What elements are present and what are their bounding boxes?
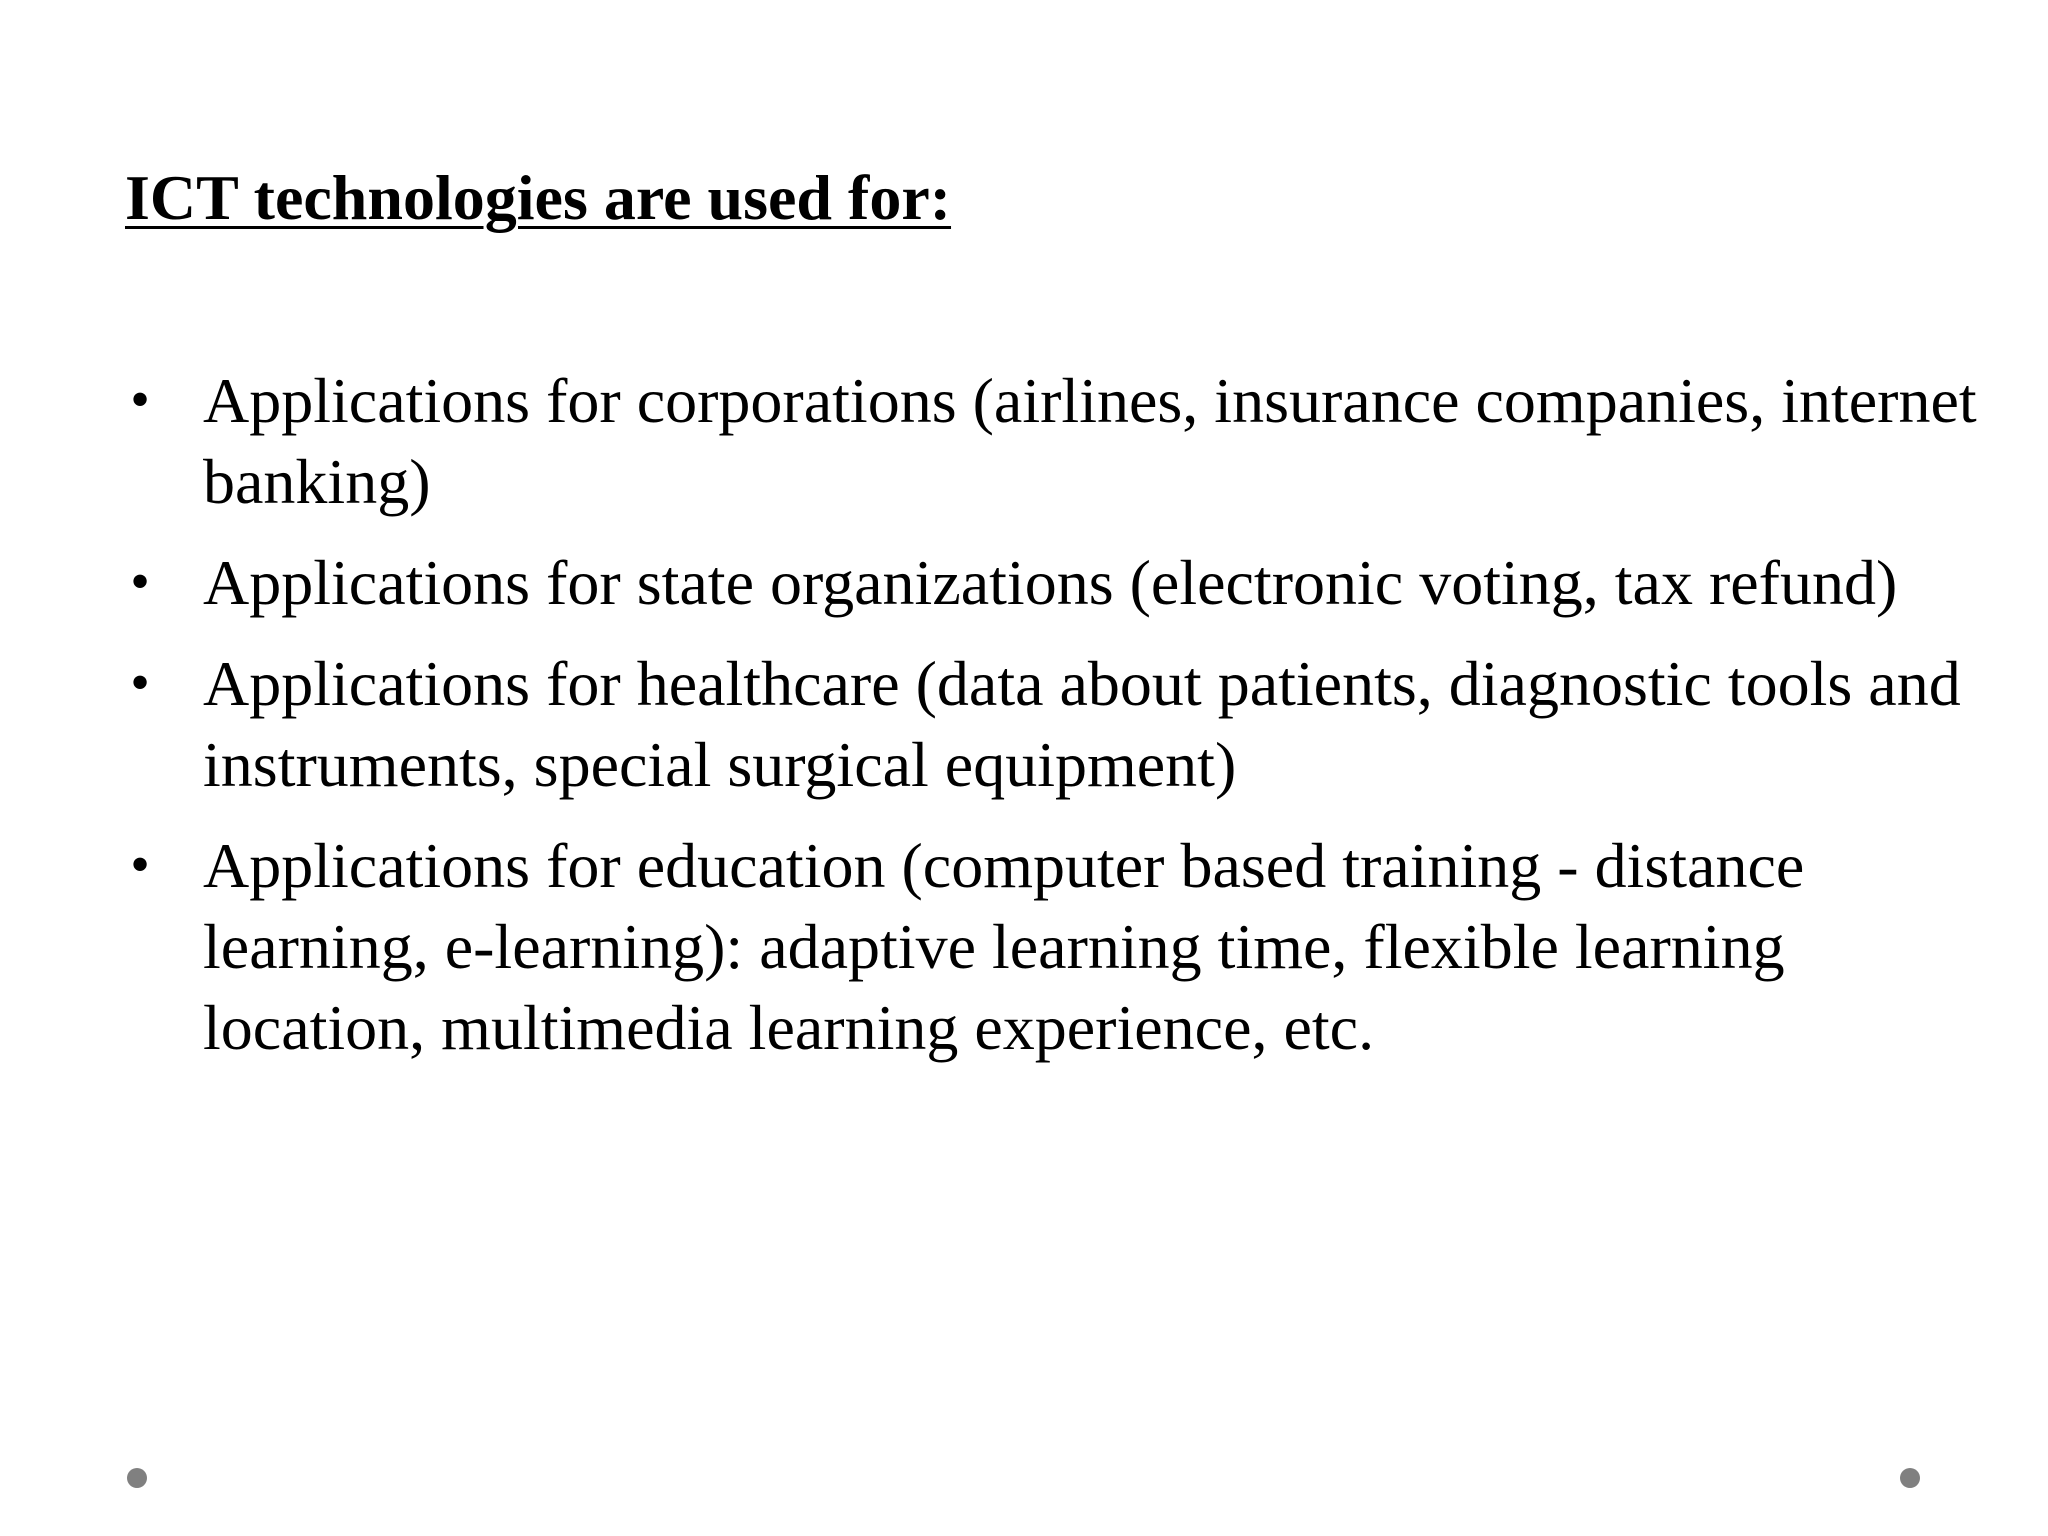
bullet-list xyxy=(125,360,1985,1088)
slide-title: ICT technologies are used for: xyxy=(125,162,952,233)
list-item xyxy=(125,643,1985,805)
bullet-icon: • xyxy=(130,369,150,431)
bullet-icon: • xyxy=(130,551,150,613)
list-item-text: Applications for healthcare (data about patients, diagnostic tools and instruments, special surgical equipment) xyxy=(203,648,1961,800)
list-item-text: Applications for corporations (airlines, insurance companies, internet banking) xyxy=(203,365,1977,517)
footer-dot-left-icon xyxy=(127,1468,147,1488)
bullet-icon: • xyxy=(130,652,150,714)
list-item xyxy=(125,825,1985,1068)
footer-dot-right-icon xyxy=(1900,1468,1920,1488)
list-item xyxy=(125,360,1985,522)
list-item xyxy=(125,542,1985,623)
bullet-icon: • xyxy=(130,834,150,896)
list-item-text: Applications for education (computer based training - distance learning, e-learning): adaptive learning time, flexible learning location, multimedia learning experience, etc. xyxy=(203,830,1805,1063)
list-item-text: Applications for state organizations (electronic voting, tax refund) xyxy=(203,547,1898,618)
